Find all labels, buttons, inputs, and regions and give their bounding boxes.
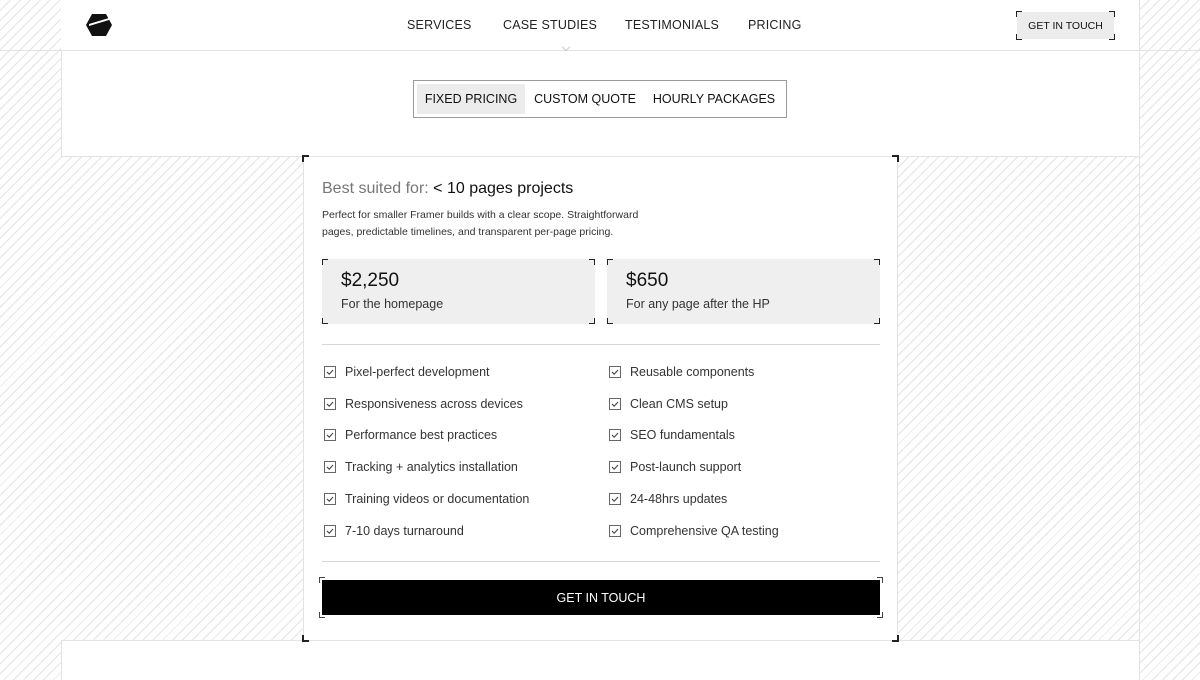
feature-item bbox=[609, 524, 779, 538]
corner-mark bbox=[302, 635, 309, 642]
corner-mark bbox=[1016, 34, 1022, 40]
checkbox-check-icon bbox=[324, 398, 336, 410]
nav-link-testimonials[interactable]: TESTIMONIALS bbox=[625, 18, 720, 32]
nav-link-pricing[interactable]: PRICING bbox=[748, 18, 802, 32]
left-gutter-pattern bbox=[0, 0, 61, 680]
corner-mark bbox=[892, 635, 899, 642]
feature-label: Post-launch support bbox=[630, 460, 742, 474]
get-in-touch-button[interactable]: GET IN TOUCH bbox=[322, 580, 880, 615]
feature-item bbox=[324, 428, 497, 442]
best-suited-label: Best suited for: bbox=[322, 180, 429, 197]
feature-item bbox=[609, 492, 727, 506]
frame-line-right bbox=[1139, 0, 1140, 680]
price-amount: $2,250 bbox=[341, 270, 400, 291]
site-header bbox=[0, 0, 1200, 51]
feature-item bbox=[324, 524, 464, 538]
divider bbox=[322, 561, 880, 562]
nav-link-services[interactable]: SERVICES bbox=[407, 18, 472, 32]
corner-mark bbox=[322, 318, 328, 324]
best-suited-value: < 10 pages projects bbox=[433, 180, 574, 197]
feature-item bbox=[609, 397, 728, 411]
header-get-in-touch-button[interactable] bbox=[1017, 12, 1114, 39]
divider bbox=[322, 344, 880, 345]
header-bar bbox=[61, 0, 1139, 50]
header-cta-label: GET IN TOUCH bbox=[1028, 19, 1103, 32]
checkbox-check-icon bbox=[324, 461, 336, 473]
band-divider-bottom bbox=[61, 640, 1139, 641]
checkbox-check-icon bbox=[609, 461, 621, 473]
feature-item bbox=[324, 397, 523, 411]
price-caption: For the homepage bbox=[341, 297, 444, 311]
feature-label: Training videos or documentation bbox=[345, 492, 530, 506]
hexagon-logo-icon[interactable] bbox=[85, 13, 113, 37]
feature-item bbox=[324, 365, 490, 379]
feature-label: SEO fundamentals bbox=[630, 428, 735, 442]
checkbox-check-icon bbox=[324, 366, 336, 378]
price-amount: $650 bbox=[626, 270, 669, 291]
band-pattern-left bbox=[61, 157, 303, 640]
corner-mark bbox=[1109, 11, 1115, 17]
corner-mark bbox=[322, 259, 328, 265]
feature-label: 24-48hrs updates bbox=[630, 492, 728, 506]
price-box-additional-page bbox=[607, 259, 880, 324]
nav-link-case-studies[interactable]: CASE STUDIES bbox=[503, 18, 598, 32]
price-caption: For any page after the HP bbox=[626, 297, 770, 311]
feature-label: Clean CMS setup bbox=[630, 397, 728, 411]
band-pattern-right bbox=[898, 157, 1139, 640]
feature-item bbox=[609, 365, 754, 379]
corner-mark bbox=[589, 259, 595, 265]
corner-mark bbox=[1016, 11, 1022, 17]
checkbox-check-icon bbox=[609, 366, 621, 378]
tab-fixed-pricing[interactable]: FIXED PRICING bbox=[417, 84, 525, 114]
feature-item bbox=[609, 460, 741, 474]
checkbox-check-icon bbox=[324, 493, 336, 505]
checkbox-check-icon bbox=[609, 398, 621, 410]
corner-mark bbox=[874, 259, 880, 265]
pricing-tabs bbox=[413, 80, 787, 118]
right-gutter-pattern bbox=[1139, 0, 1200, 680]
checkbox-check-icon bbox=[609, 525, 621, 537]
corner-mark bbox=[892, 155, 899, 162]
feature-label: Comprehensive QA testing bbox=[630, 524, 779, 538]
checkbox-check-icon bbox=[324, 429, 336, 441]
corner-mark bbox=[589, 318, 595, 324]
checkbox-check-icon bbox=[324, 525, 336, 537]
feature-label: Tracking + analytics installation bbox=[345, 460, 518, 474]
feature-label: Pixel-perfect development bbox=[345, 365, 490, 379]
tab-hourly-packages[interactable]: HOURLY PACKAGES bbox=[652, 92, 776, 106]
feature-item bbox=[324, 460, 518, 474]
feature-label: 7-10 days turnaround bbox=[345, 524, 464, 538]
price-box-homepage bbox=[322, 259, 595, 324]
pricing-card bbox=[303, 157, 898, 640]
checkbox-check-icon bbox=[609, 429, 621, 441]
tab-custom-quote[interactable]: CUSTOM QUOTE bbox=[534, 92, 636, 106]
feature-label: Responsiveness across devices bbox=[345, 397, 523, 411]
corner-mark bbox=[607, 318, 613, 324]
feature-item bbox=[609, 428, 735, 442]
corner-mark bbox=[874, 318, 880, 324]
corner-mark bbox=[1109, 34, 1115, 40]
plan-description: Perfect for smaller Framer builds with a clear scope. Straightforward pages, predictable timelines, and transparent per-page pricing. bbox=[322, 209, 639, 238]
checkbox-check-icon bbox=[609, 493, 621, 505]
feature-item bbox=[324, 492, 529, 506]
corner-mark bbox=[302, 155, 309, 162]
corner-mark bbox=[607, 259, 613, 265]
feature-label: Reusable components bbox=[630, 365, 755, 379]
feature-label: Performance best practices bbox=[345, 428, 498, 442]
best-suited-heading bbox=[322, 180, 573, 198]
